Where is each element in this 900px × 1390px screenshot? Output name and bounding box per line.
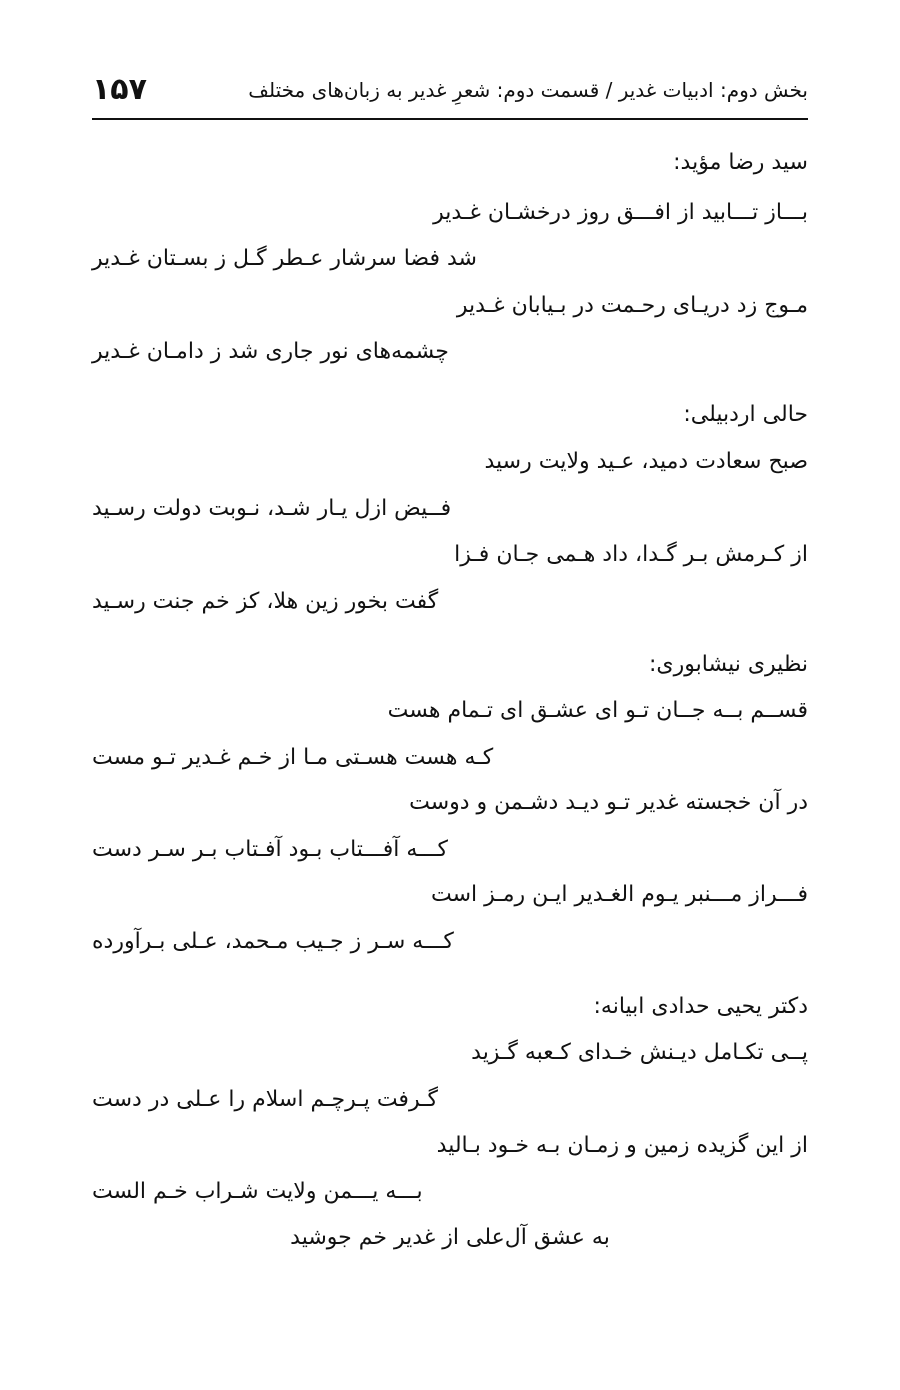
verse-line: در آن خجسته غدیر تـو دیـد دشـمن و دوست: [409, 790, 808, 815]
verse-line: صبح سعادت دمید، عـید ولایت رسید: [484, 449, 808, 474]
poet-name: نظیری نیشابوری:: [649, 652, 808, 677]
verse-line: قســم بــه جــان تـو ای عشـق ای تـمام هست: [387, 698, 808, 723]
verse-line: کـــه سـر ز جـیب مـحمد، عـلی بـرآورده: [92, 929, 454, 954]
poet-name: حالی اردبیلی:: [683, 402, 808, 427]
verse-line: گـرفت پـرچـم اسلام را عـلی در دست: [92, 1087, 439, 1112]
verse-line: پــی تکـامل دیـنش خـدای کـعبه گـزید: [471, 1040, 808, 1065]
verse-line: کـــه آفـــتاب بـود آفـتاب بـر سـر دست: [92, 837, 448, 862]
verse-line: فــیض ازل یـار شـد، نـوبت دولت رسـید: [92, 496, 452, 521]
verse-line: فـــراز مـــنبر یـوم الغـدیر ایـن رمـز است: [430, 882, 808, 907]
verse-line: شد فضا سرشار عـطر گـل ز بسـتان غـدیر: [92, 246, 477, 271]
verse-line: بـــاز تـــابید از افـــق روز درخشـان غـدیر: [433, 200, 808, 225]
verse-line: مـوج زد دریـای رحـمت در بـیابان غـدیر: [456, 293, 808, 318]
verse-line: گفت بخور زین هلا، کز خم جنت رسـید: [92, 589, 439, 614]
page-number: ۱۵۷: [92, 72, 147, 107]
running-title: بخش دوم: ادبیات غدیر / قسمت دوم: شعرِ غدیر به زبان‌های مختلف: [248, 78, 808, 102]
verse-line: کـه هست هسـتی مـا از خـم غـدیر تـو مست: [92, 745, 494, 770]
header-divider: [92, 118, 808, 120]
page-header: [92, 72, 808, 112]
verse-line: از کـرمش بـر گـدا، داد هـمی جـان فـزا: [454, 542, 808, 567]
verse-line: به عشق آل‌علی از غدیر خم جوشید: [290, 1225, 610, 1250]
poet-name: دکتر یحیی حدادی ابیانه:: [593, 994, 808, 1019]
verse-line: از این گزیده زمین و زمـان بـه خـود بـالید: [436, 1133, 808, 1158]
verse-line: چشمه‌های نور جاری شد ز دامـان غـدیر: [92, 339, 449, 364]
poet-name: سید رضا مؤید:: [673, 150, 808, 175]
verse-line: بـــه یـــمن ولایت شـراب خـم الست: [92, 1179, 423, 1204]
